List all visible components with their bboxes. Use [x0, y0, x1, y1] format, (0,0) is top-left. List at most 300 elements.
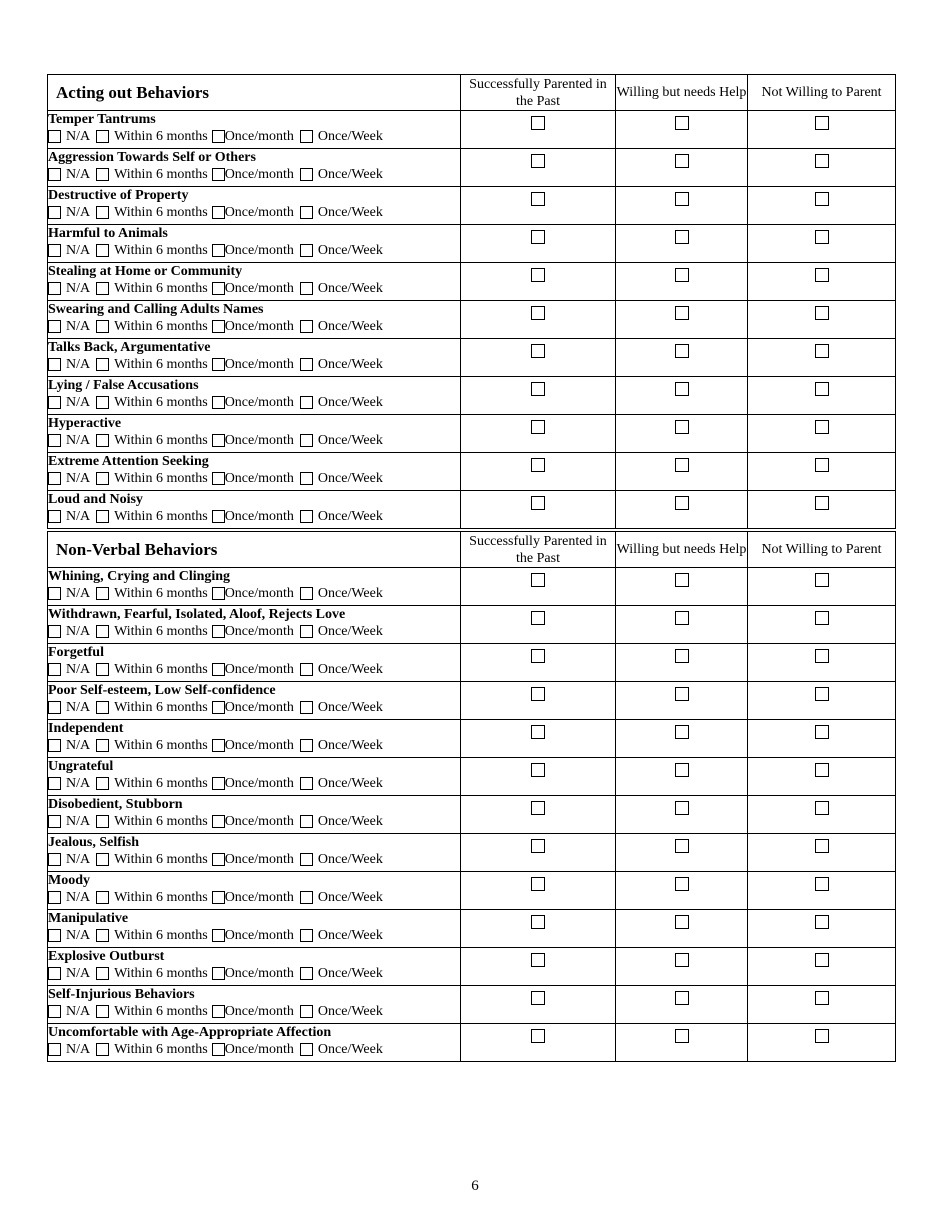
frequency-checkbox-within-6-months[interactable]	[96, 853, 109, 866]
checkbox-willing-needs-help[interactable]	[675, 382, 689, 396]
frequency-option-once-month[interactable]	[212, 318, 294, 335]
frequency-option-within-6-months[interactable]	[96, 813, 208, 830]
cell-not-willing	[748, 301, 896, 339]
frequency-option-na[interactable]	[48, 242, 90, 259]
frequency-checkbox-once-month[interactable]	[212, 168, 225, 181]
checkbox-successfully-parented[interactable]	[531, 991, 545, 1005]
frequency-option-within-6-months[interactable]	[96, 470, 208, 487]
frequency-option-once-month[interactable]	[212, 242, 294, 259]
behavior-name: Whining, Crying and Clinging	[48, 569, 231, 584]
frequency-option-once-week[interactable]	[300, 623, 383, 640]
frequency-checkbox-within-6-months[interactable]	[96, 434, 109, 447]
cell-successfully-parented	[461, 111, 616, 149]
frequency-checkbox-once-week[interactable]	[300, 701, 313, 714]
frequency-option-once-month[interactable]	[212, 508, 294, 525]
frequency-option-na[interactable]	[48, 585, 90, 602]
frequency-checkbox-once-week[interactable]	[300, 891, 313, 904]
frequency-label-once-week: Once/Week	[317, 129, 383, 144]
checkbox-not-willing[interactable]	[815, 458, 829, 472]
frequency-checkbox-once-week[interactable]	[300, 853, 313, 866]
checkbox-successfully-parented[interactable]	[531, 801, 545, 815]
frequency-option-within-6-months[interactable]	[96, 737, 208, 754]
frequency-checkbox-once-month[interactable]	[212, 891, 225, 904]
frequency-checkbox-once-month[interactable]	[212, 739, 225, 752]
frequency-option-once-week[interactable]	[300, 508, 383, 525]
frequency-checkbox-once-month[interactable]	[212, 320, 225, 333]
frequency-checkbox-once-week[interactable]	[300, 434, 313, 447]
frequency-option-na[interactable]	[48, 1041, 90, 1058]
frequency-option-na[interactable]	[48, 166, 90, 183]
behavior-cell	[48, 758, 461, 796]
frequency-checkbox-once-month[interactable]	[212, 967, 225, 980]
frequency-option-na[interactable]	[48, 737, 90, 754]
frequency-checkbox-within-6-months[interactable]	[96, 206, 109, 219]
frequency-options	[48, 356, 460, 376]
checkbox-successfully-parented[interactable]	[531, 649, 545, 663]
checkbox-successfully-parented[interactable]	[531, 306, 545, 320]
frequency-checkbox-within-6-months[interactable]	[96, 320, 109, 333]
frequency-label-within-6-months: Within 6 months	[114, 509, 208, 524]
checkbox-successfully-parented[interactable]	[531, 496, 545, 510]
frequency-checkbox-within-6-months[interactable]	[96, 358, 109, 371]
checkbox-not-willing[interactable]	[815, 344, 829, 358]
frequency-checkbox-within-6-months[interactable]	[96, 701, 109, 714]
frequency-label-within-6-months: Within 6 months	[114, 129, 208, 144]
frequency-checkbox-once-week[interactable]	[300, 282, 313, 295]
frequency-checkbox-within-6-months[interactable]	[96, 625, 109, 638]
frequency-option-within-6-months[interactable]	[96, 508, 208, 525]
checkbox-successfully-parented[interactable]	[531, 725, 545, 739]
frequency-option-once-month[interactable]	[212, 585, 294, 602]
frequency-checkbox-once-week[interactable]	[300, 663, 313, 676]
checkbox-successfully-parented[interactable]	[531, 877, 545, 891]
frequency-label-within-6-months: Within 6 months	[114, 281, 208, 296]
frequency-checkbox-once-month[interactable]	[212, 244, 225, 257]
frequency-option-within-6-months[interactable]	[96, 585, 208, 602]
checkbox-willing-needs-help[interactable]	[675, 116, 689, 130]
frequency-option-once-week[interactable]	[300, 737, 383, 754]
checkbox-willing-needs-help[interactable]	[675, 420, 689, 434]
frequency-option-na[interactable]	[48, 394, 90, 411]
frequency-checkbox-within-6-months[interactable]	[96, 244, 109, 257]
checkbox-willing-needs-help[interactable]	[675, 573, 689, 587]
checkbox-not-willing[interactable]	[815, 915, 829, 929]
frequency-checkbox-within-6-months[interactable]	[96, 1005, 109, 1018]
frequency-option-within-6-months[interactable]	[96, 432, 208, 449]
frequency-checkbox-within-6-months[interactable]	[96, 929, 109, 942]
frequency-label-once-month: Once/month	[224, 586, 294, 601]
frequency-option-once-month[interactable]	[212, 737, 294, 754]
checkbox-willing-needs-help[interactable]	[675, 839, 689, 853]
frequency-option-once-month[interactable]	[212, 1003, 294, 1020]
frequency-option-within-6-months[interactable]	[96, 242, 208, 259]
frequency-checkbox-na[interactable]	[48, 320, 61, 333]
frequency-checkbox-na[interactable]	[48, 701, 61, 714]
cell-willing-needs-help	[616, 187, 748, 225]
frequency-option-once-week[interactable]	[300, 965, 383, 982]
frequency-checkbox-once-week[interactable]	[300, 1005, 313, 1018]
frequency-label-once-week: Once/Week	[317, 357, 383, 372]
frequency-checkbox-once-month[interactable]	[212, 130, 225, 143]
checkbox-successfully-parented[interactable]	[531, 573, 545, 587]
frequency-checkbox-na[interactable]	[48, 1005, 61, 1018]
frequency-checkbox-na[interactable]	[48, 282, 61, 295]
checkbox-successfully-parented[interactable]	[531, 382, 545, 396]
behavior-row	[48, 682, 896, 720]
frequency-checkbox-within-6-months[interactable]	[96, 510, 109, 523]
checkbox-willing-needs-help[interactable]	[675, 763, 689, 777]
frequency-option-within-6-months[interactable]	[96, 394, 208, 411]
frequency-checkbox-na[interactable]	[48, 853, 61, 866]
frequency-checkbox-once-month[interactable]	[212, 929, 225, 942]
frequency-checkbox-within-6-months[interactable]	[96, 130, 109, 143]
frequency-checkbox-once-week[interactable]	[300, 739, 313, 752]
frequency-option-once-week[interactable]	[300, 927, 383, 944]
frequency-option-within-6-months[interactable]	[96, 280, 208, 297]
frequency-checkbox-within-6-months[interactable]	[96, 815, 109, 828]
cell-successfully-parented	[461, 910, 616, 948]
frequency-checkbox-once-week[interactable]	[300, 510, 313, 523]
frequency-option-within-6-months[interactable]	[96, 699, 208, 716]
frequency-checkbox-once-week[interactable]	[300, 967, 313, 980]
frequency-option-once-week[interactable]	[300, 813, 383, 830]
frequency-checkbox-na[interactable]	[48, 777, 61, 790]
frequency-option-within-6-months[interactable]	[96, 889, 208, 906]
frequency-option-na[interactable]	[48, 280, 90, 297]
frequency-checkbox-na[interactable]	[48, 929, 61, 942]
frequency-checkbox-once-month[interactable]	[212, 206, 225, 219]
checkbox-successfully-parented[interactable]	[531, 154, 545, 168]
frequency-option-once-month[interactable]	[212, 204, 294, 221]
frequency-option-once-month[interactable]	[212, 661, 294, 678]
frequency-checkbox-once-week[interactable]	[300, 244, 313, 257]
frequency-checkbox-within-6-months[interactable]	[96, 967, 109, 980]
behavior-name: Self-Injurious Behaviors	[48, 987, 195, 1002]
cell-not-willing	[748, 568, 896, 606]
frequency-option-within-6-months[interactable]	[96, 166, 208, 183]
frequency-checkbox-once-week[interactable]	[300, 587, 313, 600]
frequency-option-once-week[interactable]	[300, 1041, 383, 1058]
frequency-option-na[interactable]	[48, 318, 90, 335]
frequency-option-once-month[interactable]	[212, 927, 294, 944]
checkbox-willing-needs-help[interactable]	[675, 687, 689, 701]
checkbox-willing-needs-help[interactable]	[675, 268, 689, 282]
frequency-checkbox-once-month[interactable]	[212, 587, 225, 600]
frequency-checkbox-within-6-months[interactable]	[96, 1043, 109, 1056]
checkbox-not-willing[interactable]	[815, 306, 829, 320]
cell-willing-needs-help	[616, 1024, 748, 1062]
checkbox-willing-needs-help[interactable]	[675, 230, 689, 244]
frequency-checkbox-once-week[interactable]	[300, 929, 313, 942]
frequency-option-na[interactable]	[48, 623, 90, 640]
checkbox-willing-needs-help[interactable]	[675, 192, 689, 206]
frequency-option-within-6-months[interactable]	[96, 775, 208, 792]
checkbox-not-willing[interactable]	[815, 573, 829, 587]
frequency-option-within-6-months[interactable]	[96, 623, 208, 640]
behavior-name: Moody	[48, 873, 90, 888]
frequency-option-once-month[interactable]	[212, 280, 294, 297]
checkbox-not-willing[interactable]	[815, 154, 829, 168]
frequency-option-once-week[interactable]	[300, 470, 383, 487]
frequency-checkbox-na[interactable]	[48, 967, 61, 980]
checkbox-not-willing[interactable]	[815, 953, 829, 967]
checkbox-successfully-parented[interactable]	[531, 268, 545, 282]
checkbox-not-willing[interactable]	[815, 763, 829, 777]
frequency-option-once-month[interactable]	[212, 623, 294, 640]
frequency-option-once-week[interactable]	[300, 128, 383, 145]
frequency-checkbox-na[interactable]	[48, 472, 61, 485]
non-verbal-behaviors-table	[47, 531, 896, 1062]
frequency-checkbox-once-month[interactable]	[212, 625, 225, 638]
frequency-option-na[interactable]	[48, 699, 90, 716]
checkbox-not-willing[interactable]	[815, 382, 829, 396]
frequency-checkbox-once-month[interactable]	[212, 434, 225, 447]
frequency-checkbox-na[interactable]	[48, 1043, 61, 1056]
cell-successfully-parented	[461, 301, 616, 339]
frequency-label-within-6-months: Within 6 months	[114, 776, 208, 791]
frequency-option-once-month[interactable]	[212, 889, 294, 906]
frequency-option-once-week[interactable]	[300, 1003, 383, 1020]
frequency-checkbox-once-week[interactable]	[300, 320, 313, 333]
frequency-checkbox-within-6-months[interactable]	[96, 587, 109, 600]
frequency-option-once-week[interactable]	[300, 204, 383, 221]
checkbox-successfully-parented[interactable]	[531, 839, 545, 853]
checkbox-successfully-parented[interactable]	[531, 116, 545, 130]
frequency-option-once-week[interactable]	[300, 166, 383, 183]
frequency-option-once-week[interactable]	[300, 394, 383, 411]
frequency-option-once-month[interactable]	[212, 356, 294, 373]
checkbox-not-willing[interactable]	[815, 611, 829, 625]
frequency-option-once-month[interactable]	[212, 470, 294, 487]
frequency-option-na[interactable]	[48, 356, 90, 373]
frequency-checkbox-within-6-months[interactable]	[96, 396, 109, 409]
frequency-option-once-week[interactable]	[300, 851, 383, 868]
frequency-checkbox-once-month[interactable]	[212, 701, 225, 714]
frequency-checkbox-within-6-months[interactable]	[96, 282, 109, 295]
behavior-row	[48, 910, 896, 948]
checkbox-successfully-parented[interactable]	[531, 1029, 545, 1043]
checkbox-successfully-parented[interactable]	[531, 458, 545, 472]
frequency-checkbox-once-month[interactable]	[212, 282, 225, 295]
checkbox-successfully-parented[interactable]	[531, 953, 545, 967]
frequency-option-once-month[interactable]	[212, 699, 294, 716]
frequency-checkbox-na[interactable]	[48, 891, 61, 904]
checkbox-willing-needs-help[interactable]	[675, 1029, 689, 1043]
checkbox-not-willing[interactable]	[815, 687, 829, 701]
checkbox-successfully-parented[interactable]	[531, 611, 545, 625]
frequency-option-once-week[interactable]	[300, 356, 383, 373]
behavior-name: Stealing at Home or Community	[48, 264, 243, 279]
checkbox-not-willing[interactable]	[815, 268, 829, 282]
checkbox-willing-needs-help[interactable]	[675, 801, 689, 815]
checkbox-willing-needs-help[interactable]	[675, 877, 689, 891]
frequency-checkbox-na[interactable]	[48, 625, 61, 638]
frequency-checkbox-once-week[interactable]	[300, 168, 313, 181]
frequency-option-within-6-months[interactable]	[96, 851, 208, 868]
frequency-checkbox-once-month[interactable]	[212, 358, 225, 371]
frequency-option-once-month[interactable]	[212, 128, 294, 145]
frequency-checkbox-once-month[interactable]	[212, 1043, 225, 1056]
frequency-checkbox-na[interactable]	[48, 434, 61, 447]
checkbox-willing-needs-help[interactable]	[675, 344, 689, 358]
frequency-checkbox-na[interactable]	[48, 663, 61, 676]
frequency-checkbox-once-week[interactable]	[300, 777, 313, 790]
checkbox-not-willing[interactable]	[815, 801, 829, 815]
frequency-label-na: N/A	[66, 167, 91, 182]
checkbox-willing-needs-help[interactable]	[675, 915, 689, 929]
frequency-checkbox-once-week[interactable]	[300, 815, 313, 828]
behavior-cell	[48, 568, 461, 606]
frequency-checkbox-once-month[interactable]	[212, 510, 225, 523]
frequency-label-within-6-months: Within 6 months	[114, 700, 208, 715]
checkbox-willing-needs-help[interactable]	[675, 154, 689, 168]
frequency-option-within-6-months[interactable]	[96, 661, 208, 678]
checkbox-successfully-parented[interactable]	[531, 344, 545, 358]
frequency-option-once-week[interactable]	[300, 242, 383, 259]
checkbox-not-willing[interactable]	[815, 991, 829, 1005]
frequency-checkbox-within-6-months[interactable]	[96, 891, 109, 904]
frequency-checkbox-within-6-months[interactable]	[96, 663, 109, 676]
frequency-option-once-week[interactable]	[300, 699, 383, 716]
frequency-option-within-6-months[interactable]	[96, 927, 208, 944]
frequency-option-once-week[interactable]	[300, 432, 383, 449]
checkbox-not-willing[interactable]	[815, 1029, 829, 1043]
frequency-checkbox-within-6-months[interactable]	[96, 777, 109, 790]
checkbox-not-willing[interactable]	[815, 877, 829, 891]
frequency-option-within-6-months[interactable]	[96, 356, 208, 373]
frequency-checkbox-once-month[interactable]	[212, 1005, 225, 1018]
checkbox-successfully-parented[interactable]	[531, 230, 545, 244]
frequency-label-once-week: Once/Week	[317, 852, 383, 867]
frequency-option-once-week[interactable]	[300, 661, 383, 678]
checkbox-not-willing[interactable]	[815, 725, 829, 739]
frequency-checkbox-once-month[interactable]	[212, 815, 225, 828]
behavior-cell	[48, 986, 461, 1024]
behavior-name: Temper Tantrums	[48, 112, 156, 127]
frequency-option-na[interactable]	[48, 204, 90, 221]
frequency-checkbox-na[interactable]	[48, 510, 61, 523]
frequency-checkbox-once-month[interactable]	[212, 663, 225, 676]
frequency-option-once-week[interactable]	[300, 280, 383, 297]
frequency-option-na[interactable]	[48, 965, 90, 982]
frequency-option-once-week[interactable]	[300, 585, 383, 602]
checkbox-not-willing[interactable]	[815, 839, 829, 853]
frequency-label-na: N/A	[66, 281, 91, 296]
frequency-option-na[interactable]	[48, 470, 90, 487]
checkbox-willing-needs-help[interactable]	[675, 991, 689, 1005]
checkbox-successfully-parented[interactable]	[531, 915, 545, 929]
frequency-option-within-6-months[interactable]	[96, 965, 208, 982]
frequency-label-within-6-months: Within 6 months	[114, 586, 208, 601]
cell-willing-needs-help	[616, 834, 748, 872]
checkbox-not-willing[interactable]	[815, 420, 829, 434]
frequency-option-na[interactable]	[48, 661, 90, 678]
frequency-label-once-month: Once/month	[224, 890, 294, 905]
frequency-label-within-6-months: Within 6 months	[114, 966, 208, 981]
frequency-option-once-week[interactable]	[300, 318, 383, 335]
frequency-checkbox-na[interactable]	[48, 587, 61, 600]
frequency-option-once-month[interactable]	[212, 432, 294, 449]
frequency-checkbox-na[interactable]	[48, 168, 61, 181]
checkbox-willing-needs-help[interactable]	[675, 306, 689, 320]
frequency-checkbox-once-week[interactable]	[300, 1043, 313, 1056]
frequency-checkbox-na[interactable]	[48, 739, 61, 752]
frequency-checkbox-na[interactable]	[48, 244, 61, 257]
frequency-checkbox-once-month[interactable]	[212, 853, 225, 866]
frequency-option-na[interactable]	[48, 889, 90, 906]
frequency-checkbox-once-month[interactable]	[212, 472, 225, 485]
checkbox-successfully-parented[interactable]	[531, 192, 545, 206]
frequency-option-once-month[interactable]	[212, 965, 294, 982]
frequency-checkbox-within-6-months[interactable]	[96, 168, 109, 181]
frequency-option-na[interactable]	[48, 508, 90, 525]
checkbox-successfully-parented[interactable]	[531, 763, 545, 777]
checkbox-willing-needs-help[interactable]	[675, 496, 689, 510]
frequency-option-once-month[interactable]	[212, 1041, 294, 1058]
checkbox-not-willing[interactable]	[815, 649, 829, 663]
frequency-option-within-6-months[interactable]	[96, 318, 208, 335]
frequency-checkbox-na[interactable]	[48, 130, 61, 143]
frequency-checkbox-once-week[interactable]	[300, 130, 313, 143]
frequency-checkbox-within-6-months[interactable]	[96, 739, 109, 752]
checkbox-successfully-parented[interactable]	[531, 420, 545, 434]
frequency-checkbox-na[interactable]	[48, 396, 61, 409]
frequency-option-na[interactable]	[48, 851, 90, 868]
frequency-checkbox-once-month[interactable]	[212, 777, 225, 790]
frequency-option-within-6-months[interactable]	[96, 1003, 208, 1020]
frequency-checkbox-once-week[interactable]	[300, 206, 313, 219]
frequency-option-within-6-months[interactable]	[96, 128, 208, 145]
frequency-option-once-month[interactable]	[212, 851, 294, 868]
frequency-option-na[interactable]	[48, 775, 90, 792]
frequency-checkbox-na[interactable]	[48, 358, 61, 371]
frequency-option-once-month[interactable]	[212, 813, 294, 830]
frequency-checkbox-na[interactable]	[48, 815, 61, 828]
checkbox-not-willing[interactable]	[815, 192, 829, 206]
frequency-option-na[interactable]	[48, 813, 90, 830]
frequency-option-once-month[interactable]	[212, 166, 294, 183]
frequency-option-within-6-months[interactable]	[96, 204, 208, 221]
frequency-checkbox-once-week[interactable]	[300, 625, 313, 638]
frequency-option-within-6-months[interactable]	[96, 1041, 208, 1058]
frequency-option-once-week[interactable]	[300, 775, 383, 792]
frequency-checkbox-once-week[interactable]	[300, 358, 313, 371]
checkbox-not-willing[interactable]	[815, 496, 829, 510]
frequency-checkbox-once-month[interactable]	[212, 396, 225, 409]
frequency-checkbox-na[interactable]	[48, 206, 61, 219]
checkbox-willing-needs-help[interactable]	[675, 953, 689, 967]
checkbox-successfully-parented[interactable]	[531, 687, 545, 701]
checkbox-not-willing[interactable]	[815, 230, 829, 244]
frequency-label-na: N/A	[66, 700, 91, 715]
frequency-option-once-month[interactable]	[212, 394, 294, 411]
frequency-option-na[interactable]	[48, 128, 90, 145]
frequency-label-once-month: Once/month	[224, 319, 294, 334]
frequency-checkbox-once-week[interactable]	[300, 396, 313, 409]
frequency-option-once-month[interactable]	[212, 775, 294, 792]
frequency-option-once-week[interactable]	[300, 889, 383, 906]
frequency-option-na[interactable]	[48, 432, 90, 449]
checkbox-not-willing[interactable]	[815, 116, 829, 130]
frequency-checkbox-once-week[interactable]	[300, 472, 313, 485]
checkbox-willing-needs-help[interactable]	[675, 458, 689, 472]
frequency-checkbox-within-6-months[interactable]	[96, 472, 109, 485]
checkbox-willing-needs-help[interactable]	[675, 725, 689, 739]
frequency-option-na[interactable]	[48, 927, 90, 944]
checkbox-willing-needs-help[interactable]	[675, 611, 689, 625]
frequency-option-na[interactable]	[48, 1003, 90, 1020]
checkbox-willing-needs-help[interactable]	[675, 649, 689, 663]
